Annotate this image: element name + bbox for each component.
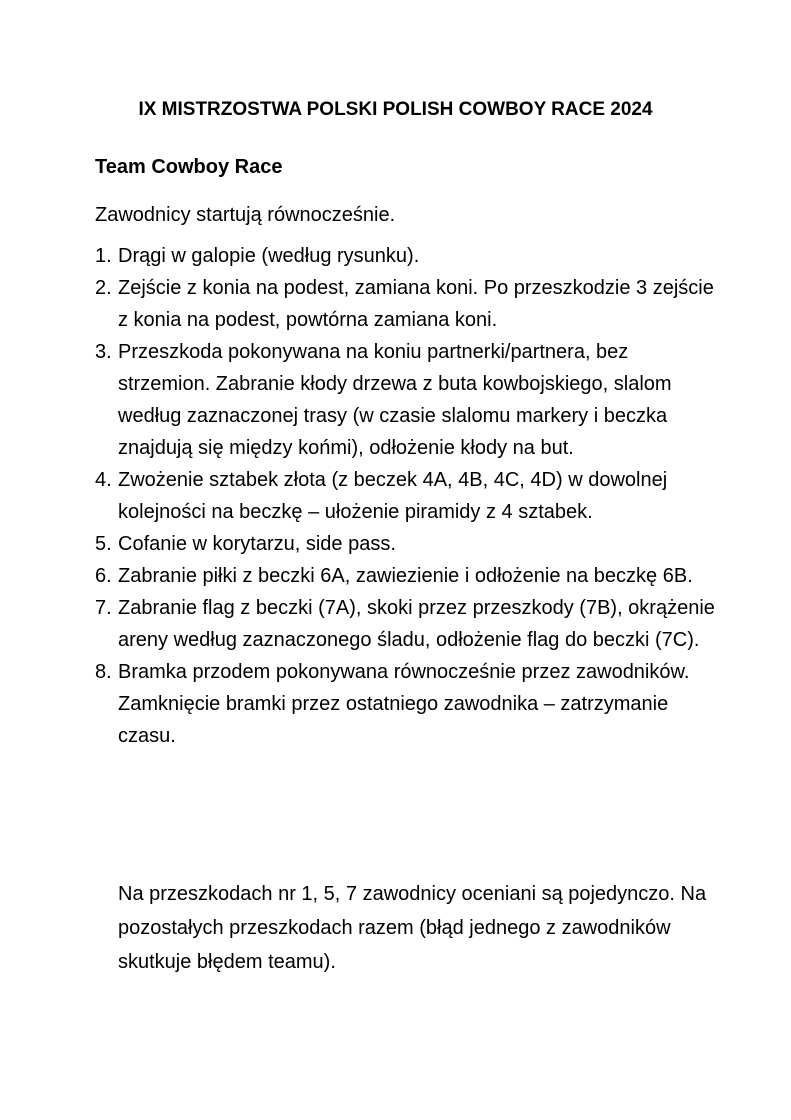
step-text: Bramka przodem pokonywana równocześnie przez zawodników. Zamknięcie bramki przez ostatniego zawodnika – zatrzymanie czasu. <box>118 661 690 747</box>
step-number: 2. <box>95 277 112 299</box>
step-text: Przeszkoda pokonywana na koniu partnerki/partnera, bez strzemion. Zabranie kłody drzewa z buta kowbojskiego, slalom według zaznaczonej trasy (w czasie slalomu markery i beczka znajdują się między końmi), odłożenie kłody na but. <box>118 341 672 459</box>
step-number: 4. <box>95 469 112 491</box>
step-number: 5. <box>95 533 112 555</box>
intro-text: Zawodnicy startują równocześnie. <box>95 204 396 226</box>
step-text: Zwożenie sztabek złota (z beczek 4A, 4B, 4C, 4D) w dowolnej kolejności na beczkę – ułożenie piramidy z 4 sztabek. <box>118 469 668 523</box>
step-number: 6. <box>95 565 112 587</box>
section-heading: Team Cowboy Race <box>95 156 283 178</box>
step-text: Zabranie piłki z beczki 6A, zawiezienie i odłożenie na beczkę 6B. <box>118 565 693 587</box>
step-text: Zejście z konia na podest, zamiana koni. Po przeszkodzie 3 zejście z konia na podest, powtórna zamiana koni. <box>118 277 714 331</box>
step-text: Zabranie flag z beczki (7A), skoki przez przeszkody (7B), okrążenie areny według zaznaczonego śladu, odłożenie flag do beczki (7C). <box>118 597 715 651</box>
list-item <box>95 656 715 752</box>
step-text: Cofanie w korytarzu, side pass. <box>118 533 396 555</box>
step-number: 7. <box>95 597 112 619</box>
step-number: 1. <box>95 245 112 267</box>
list-item <box>95 464 715 528</box>
step-text: Drągi w galopie (według rysunku). <box>118 245 420 267</box>
list-item <box>95 560 715 592</box>
step-number: 3. <box>95 341 112 363</box>
steps-list <box>95 240 715 752</box>
list-item <box>95 240 715 272</box>
step-number: 8. <box>95 661 112 683</box>
scoring-note: Na przeszkodach nr 1, 5, 7 zawodnicy oceniani są pojedynczo. Na pozostałych przeszkodach razem (błąd jednego z zawodników skutkuje błędem teamu). <box>118 883 707 973</box>
list-item <box>95 528 715 560</box>
document-title: IX MISTRZOSTWA POLSKI POLISH COWBOY RACE 2024 <box>138 99 653 120</box>
list-item <box>95 272 715 336</box>
list-item <box>95 336 715 464</box>
list-item <box>95 592 715 656</box>
